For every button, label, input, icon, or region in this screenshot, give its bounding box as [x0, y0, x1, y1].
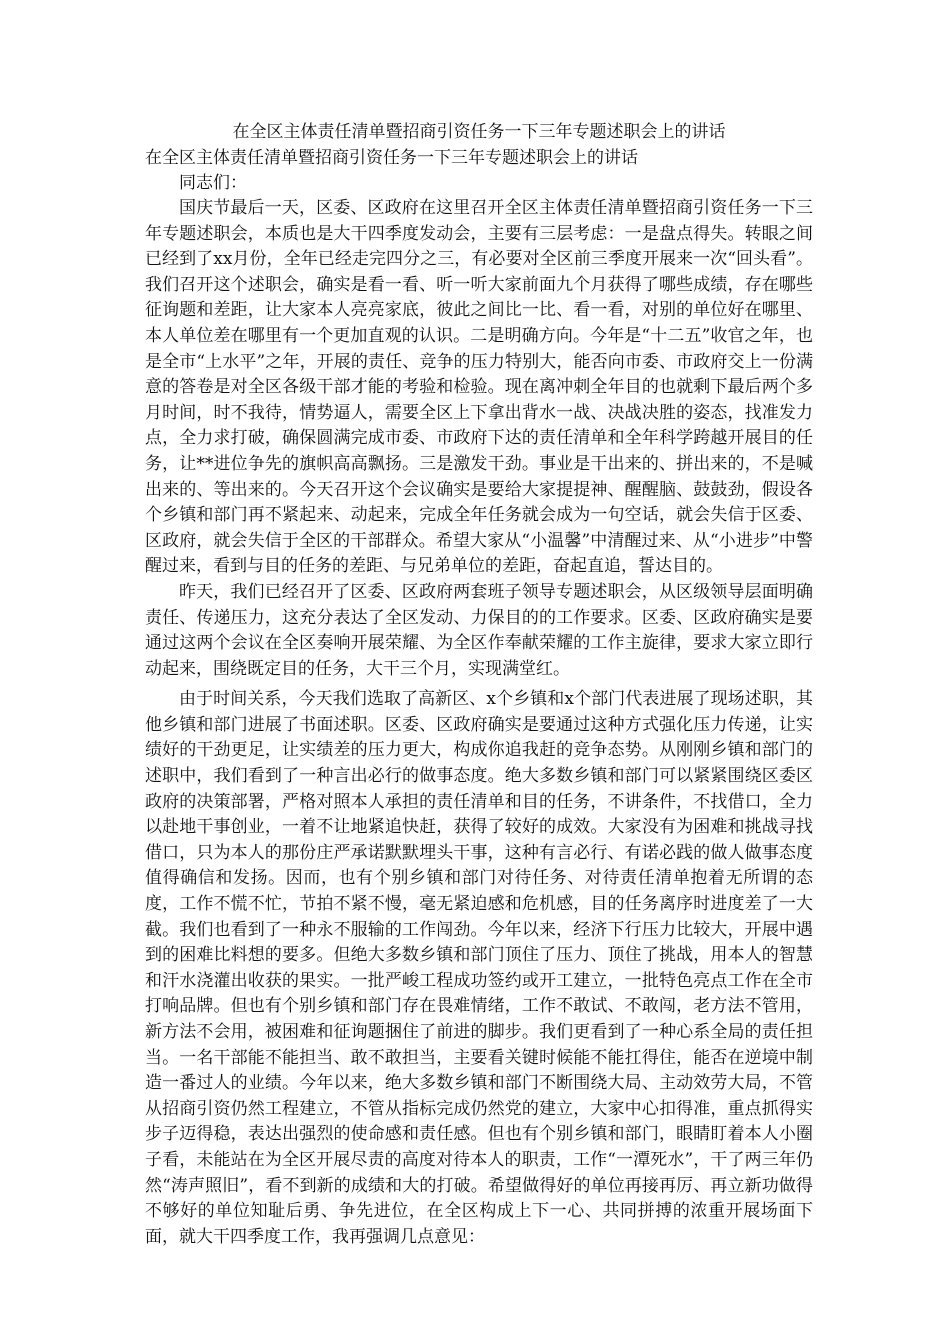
document-subtitle: 在全区主体责任清单暨招商引资任务一下三年专题述职会上的讲话 [145, 148, 638, 168]
document-title: 在全区主体责任清单暨招商引资任务一下三年专题述职会上的讲话 [232, 122, 726, 142]
paragraph-3: 由于时间关系，今天我们选取了高新区、x个乡镇和x个部门代表进展了现场述职，其他乡镇和部门进展了书面述职。区委、区政府确实是要通过这种方式强化压力传递，让实绩好的干劲更足，让实绩差的压力更大，构成你追我赶的竞争态势。从刚刚乡镇和部门的述职中，我们看到了一种言出必行的做事态度。绝大多数乡镇和部门可以紧紧围绕区委区政府的决策部署，严格对照本人承担的责任清单和目的任务，不讲条件，不找借口，全力以赴地干事创业，一着不让地紧追快赶，获得了较好的成效。大家没有为困难和挑战寻找借口，只为本人的那份庄严承诺默默埋头干事，这种有言必行、有诺必践的做人做事态度值得确信和发扬。因而，也有个别乡镇和部门对待任务、对待责任清单抱着无所谓的态度，工作不慌不忙，节拍不紧不慢，毫无紧迫感和危机感，目的任务离序时进度差了一大截。我们也看到了一种永不服输的工作闯劲。今年以来，经济下行压力比较大，开展中遇到的困难比料想的要多。但绝大多数乡镇和部门顶住了压力、顶住了挑战，用本人的智慧和汗水浇灌出收获的果实。一批严峻工程成功签约或开工建立，一批特色亮点工作在全市打响品牌。但也有个别乡镇和部门存在畏难情绪，工作不敢试、不敢闯，老方法不管用，新方法不会用，被困难和征询题捆住了前进的脚步。我们更看到了一种心系全局的责任担当。一名干部能不能担当、敢不敢担当，主要看关键时候能不能扛得住，能否在逆境中制造一番过人的业绩。今年以来，绝大多数乡镇和部门不断围绕大局、主动效劳大局，不管从招商引资仍然工程建立，不管从指标完成仍然党的建立，大家中心扣得准，重点抓得实步子迈得稳，表达出强烈的使命感和责任感。但也有个别乡镇和部门，眼睛盯着本人小圈子看，未能站在为全区开展尽责的高度对待本人的职责，工作“一潭死水”，干了两三年仍然“涛声照旧”，看不到新的成绩和大的打破。希望做得好的单位再接再厉、再立新功做得不够好的单位知耻后勇、争先进位，在全区构成上下一心、共同拼搏的浓重开展场面下面，就大干四季度工作，我再强调几点意见： [145, 689, 813, 1247]
salutation: 同志们： [179, 173, 247, 193]
paragraph-2: 昨天，我们已经召开了区委、区政府两套班子领导专题述职会，从区级领导层面明确责任、传递压力，这充分表达了全区发动、力保目的的工作要求。区委、区政府确实是要通过这两个会议在全区奏响开展荣耀、为全区作奉献荣耀的工作主旋律，要求大家立即行动起来，围绕既定目的任务，大干三个月，实现满堂红。 [145, 581, 813, 679]
document-page [145, 118, 813, 1250]
paragraph-1: 国庆节最后一天，区委、区政府在这里召开全区主体责任清单暨招商引资任务一下三年专题述职会，本质也是大干四季度发动会，主要有三层考虑：一是盘点得失。转眼之间已经到了xx月份，全年已经走完四分之三，有必要对全区前三季度开展来一次“回头看”。我们召开这个述职会，确实是看一看、听一听大家前面九个月获得了哪些成绩，存在哪些征询题和差距，让大家本人亮亮家底，彼此之间比一比、看一看，对别的单位好在哪里、本人单位差在哪里有一个更加直观的认识。二是明确方向。今年是“十二五”收官之年，也是全市“上水平”之年，开展的责任、竞争的压力特别大，能否向市委、市政府交上一份满意的答卷是对全区各级干部才能的考验和检验。现在离冲刺全年目的也就剩下最后两个多月时间，时不我待，情势逼人，需要全区上下拿出背水一战、决战决胜的姿态，找准发力点，全力求打破，确保圆满完成市委、市政府下达的责任清单和全年科学跨越开展目的任务，让**进位争先的旗帜高高飘扬。三是激发干劲。事业是干出来的、拼出来的，不是喊出来的、等出来的。今天召开这个会议确实是要给大家提提神、醒醒脑、鼓鼓劲，假设各个乡镇和部门再不紧起来、动起来，完成全年任务就会成为一句空话，就会失信于区委、区政府，就会失信于全区的干部群众。希望大家从“小温馨”中清醒过来、从“小进步”中警醒过来，看到与目的任务的差距、与兄弟单位的差距，奋起直追，誓达目的。 [145, 198, 813, 577]
